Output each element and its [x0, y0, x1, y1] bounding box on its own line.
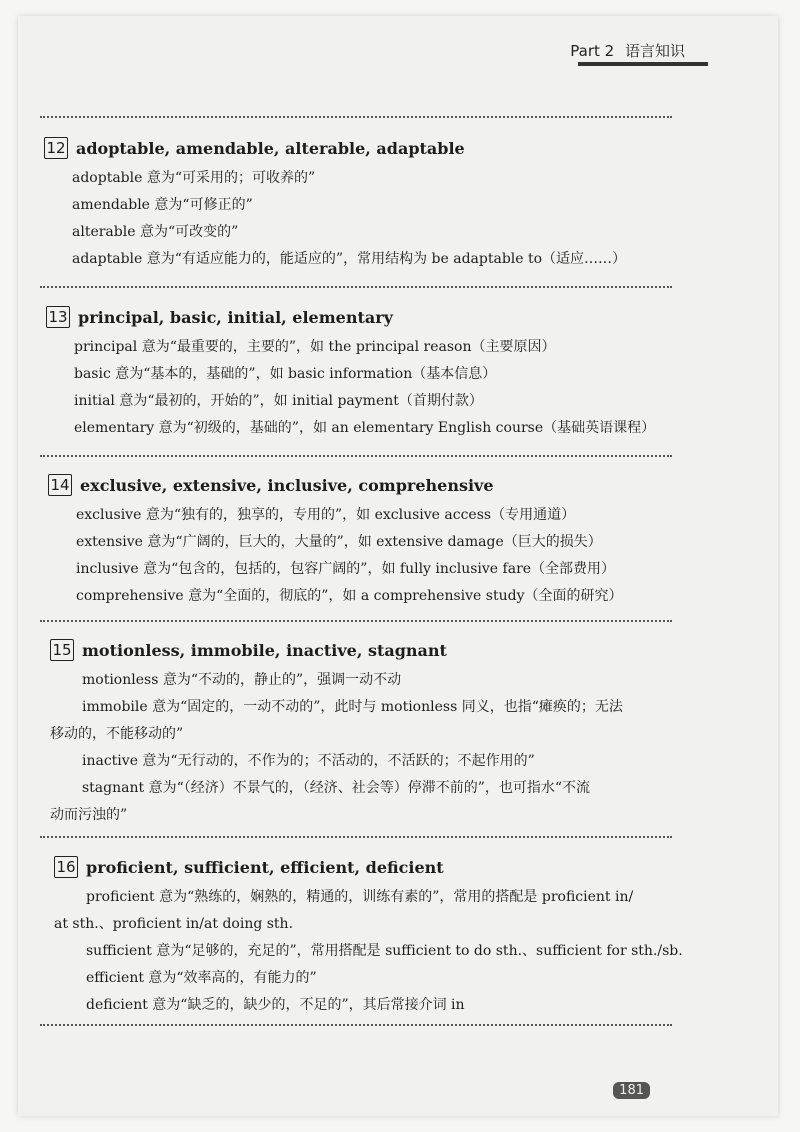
- entry-line: inclusive 意为“包含的，包括的，包容广阔的”，如 fully inclusive fare（全部费用）: [76, 561, 616, 577]
- entry-line: stagnant 意为“（经济）不景气的，（经济、社会等）停滞不前的”，也可指水“不流: [82, 780, 591, 796]
- header-rule: [578, 62, 708, 66]
- entry-line: efficient 意为“效率高的，有能力的”: [86, 970, 317, 986]
- entry-line: motionless 意为“不动的，静止的”，强调一动不动: [82, 672, 402, 688]
- entry-line: elementary 意为“初级的，基础的”，如 an elementary English course（基础英语课程）: [74, 420, 656, 436]
- entry-15: [50, 639, 690, 829]
- entry-line: 动而污浊的”: [50, 807, 128, 823]
- entry-line: adoptable 意为“可采用的；可收养的”: [72, 170, 316, 186]
- entry-line: immobile 意为“固定的，一动不动的”，此时与 motionless 同义，也指“瘫痪的；无法: [82, 699, 623, 715]
- page-header: [570, 40, 685, 61]
- entry-line: sufficient 意为“足够的，充足的”，常用搭配是 sufficient to do sth.、sufficient for sth./sb.: [86, 943, 683, 959]
- entry-line: deficient 意为“缺乏的，缺少的，不足的”，其后常接介词 in: [86, 997, 465, 1013]
- entry-title: exclusive, extensive, inclusive, comprehensive: [80, 475, 494, 495]
- divider: [40, 455, 672, 457]
- entry-line: at sth.、proficient in/at doing sth.: [54, 916, 294, 932]
- entry-title: motionless, immobile, inactive, stagnant: [82, 640, 447, 660]
- entry-number: 12: [44, 137, 68, 159]
- entry-16: [54, 856, 694, 1019]
- entry-12: [44, 137, 684, 273]
- divider: [40, 286, 672, 288]
- entry-number: 16: [54, 856, 78, 878]
- entry-line: inactive 意为“无行动的，不作为的；不活动的，不活跃的；不起作用的”: [82, 753, 535, 769]
- entry-line: principal 意为“最重要的，主要的”，如 the principal reason（主要原因）: [74, 339, 556, 355]
- entry-line: exclusive 意为“独有的，独享的，专用的”，如 exclusive access（专用通道）: [76, 507, 576, 523]
- entry-14: [48, 474, 688, 610]
- entry-title: adoptable, amendable, alterable, adaptable: [76, 138, 465, 158]
- divider: [40, 836, 672, 838]
- entry-line: adaptable 意为“有适应能力的，能适应的”，常用结构为 be adaptable to（适应……）: [72, 251, 627, 267]
- entry-line: alterable 意为“可改变的”: [72, 224, 239, 240]
- entry-line: extensive 意为“广阔的，巨大的，大量的”，如 extensive damage（巨大的损失）: [76, 534, 602, 550]
- entry-line: comprehensive 意为“全面的，彻底的”，如 a comprehensive study（全面的研究）: [76, 588, 623, 604]
- entry-line: 移动的，不能移动的”: [50, 726, 184, 742]
- entry-number: 13: [46, 306, 70, 328]
- header-section: 语言知识: [624, 42, 685, 60]
- page-number: 181: [613, 1082, 650, 1099]
- entry-title: proficient, sufficient, efficient, deficient: [86, 857, 444, 877]
- entry-number: 14: [48, 474, 72, 496]
- entry-number: 15: [50, 639, 74, 661]
- divider: [40, 1024, 672, 1026]
- entry-title: principal, basic, initial, elementary: [78, 307, 393, 327]
- header-part: Part 2: [570, 42, 615, 60]
- divider: [40, 116, 672, 118]
- entry-line: amendable 意为“可修正的”: [72, 197, 253, 213]
- entry-13: [46, 306, 686, 442]
- divider: [40, 620, 672, 622]
- entry-line: basic 意为“基本的，基础的”，如 basic information（基本信息）: [74, 366, 497, 382]
- entry-line: proficient 意为“熟练的，娴熟的，精通的，训练有素的”，常用的搭配是 proficient in/: [86, 889, 634, 905]
- entry-line: initial 意为“最初的，开始的”，如 initial payment（首期付款）: [74, 393, 483, 409]
